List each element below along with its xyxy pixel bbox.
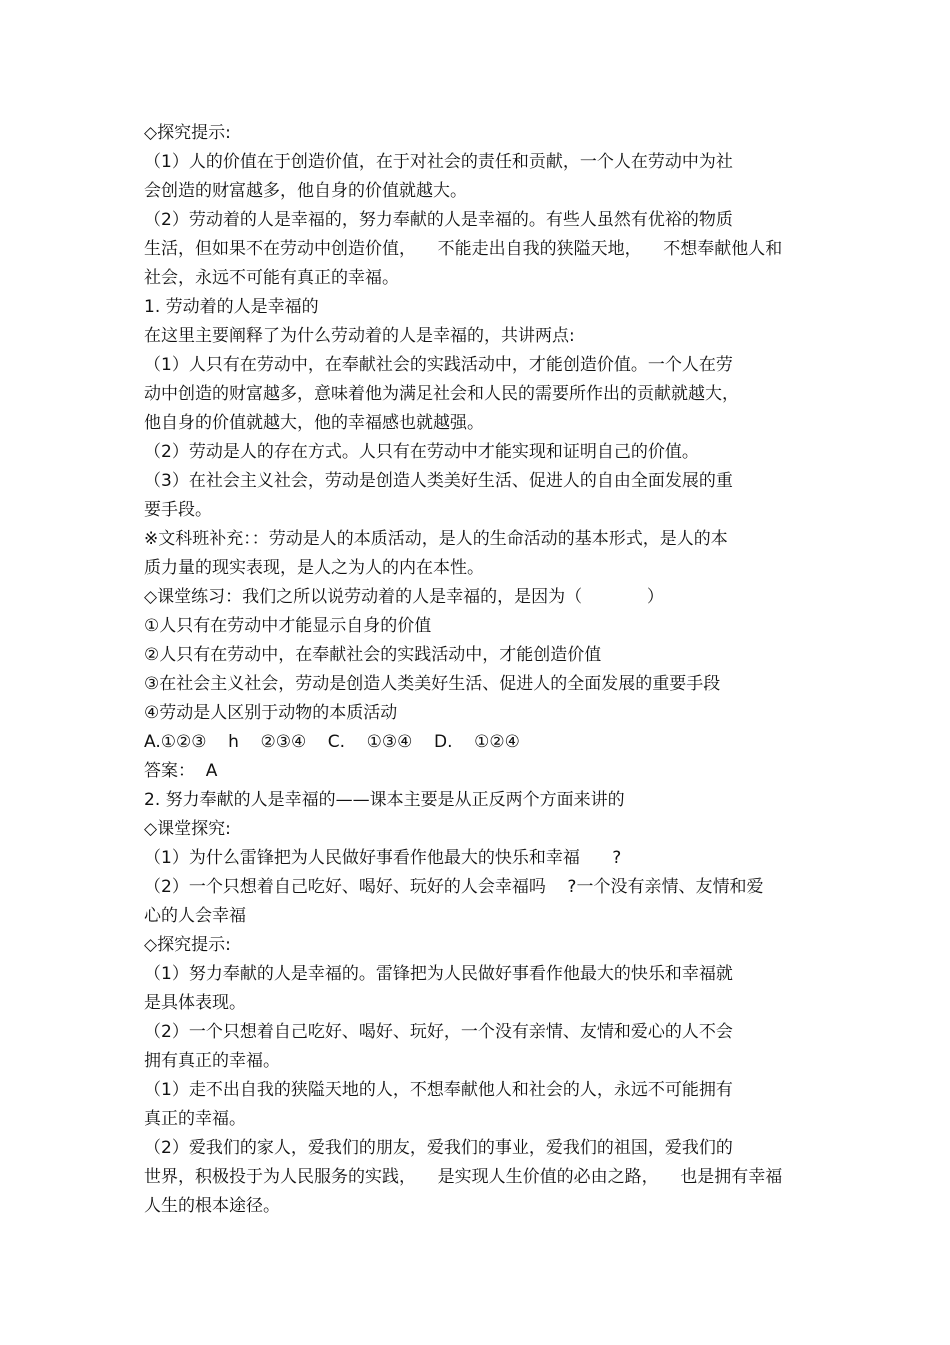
text-line: 答案： A <box>144 761 218 781</box>
text-line: （2）劳动着的人是幸福的，努力奉献的人是幸福的。有些人虽然有优裕的物质 <box>144 210 733 230</box>
text-line: A.①②③ h ②③④ C. ①③④ D. ①②④ <box>144 732 520 752</box>
text-line: ※文科班补充：：劳动是人的本质活动，是人的生命活动的基本形式，是人的本 <box>144 529 728 549</box>
text-line: 世界，积极投于为人民服务的实践， 是实现人生价值的必由之路， 也是拥有幸福 <box>144 1167 783 1187</box>
text-line: （2）一个只想着自己吃好、喝好、玩好，一个没有亲情、友情和爱心的人不会 <box>144 1022 733 1042</box>
text-line: 1. 劳动着的人是幸福的 <box>144 297 319 317</box>
text-line: ◇课堂探究: <box>144 819 231 839</box>
text-line: （1）走不出自我的狭隘天地的人，不想奉献他人和社会的人，永远不可能拥有 <box>144 1080 733 1100</box>
text-line: （1）为什么雷锋把为人民做好事看作他最大的快乐和幸福 ? <box>144 848 622 868</box>
text-line: （2）劳动是人的存在方式。人只有在劳动中才能实现和证明自己的价值。 <box>144 442 699 462</box>
text-line: ①人只有在劳动中才能显示自身的价值 <box>144 616 432 636</box>
text-line: 心的人会幸福 <box>144 906 246 926</box>
text-line: （2）一个只想着自己吃好、喝好、玩好的人会幸福吗 ?一个没有亲情、友情和爱 <box>144 877 764 897</box>
text-line: ④劳动是人区别于动物的本质活动 <box>144 703 398 723</box>
text-line: 质力量的现实表现，是人之为人的内在本性。 <box>144 558 484 578</box>
text-line: （1）人的价值在于创造价值，在于对社会的责任和贡献，一个人在劳动中为社 <box>144 152 733 172</box>
text-line: 人生的根本途径。 <box>144 1196 280 1216</box>
text-line: 社会，永远不可能有真正的幸福。 <box>144 268 399 288</box>
text-line: 在这里主要阐释了为什么劳动着的人是幸福的，共讲两点: <box>144 326 575 346</box>
text-line: 是具体表现。 <box>144 993 246 1013</box>
text-line: ◇课堂练习：我们之所以说劳动着的人是幸福的，是因为（ ） <box>144 587 664 607</box>
text-line: 2. 努力奉献的人是幸福的——课本主要是从正反两个方面来讲的 <box>144 790 625 810</box>
text-line: 他自身的价值就越大，他的幸福感也就越强。 <box>144 413 484 433</box>
text-line: （1）努力奉献的人是幸福的。雷锋把为人民做好事看作他最大的快乐和幸福就 <box>144 964 733 984</box>
text-line: （2）爱我们的家人，爱我们的朋友，爱我们的事业，爱我们的祖国，爱我们的 <box>144 1138 733 1158</box>
text-line: ③在社会主义社会，劳动是创造人类美好生活、促进人的全面发展的重要手段 <box>144 674 721 694</box>
text-line: （3）在社会主义社会，劳动是创造人类美好生活、促进人的自由全面发展的重 <box>144 471 733 491</box>
text-line: 生活，但如果不在劳动中创造价值， 不能走出自我的狭隘天地， 不想奉献他人和 <box>144 239 783 259</box>
text-line: 真正的幸福。 <box>144 1109 246 1129</box>
text-line: 要手段。 <box>144 500 212 520</box>
text-line: 动中创造的财富越多，意味着他为满足社会和人民的需要所作出的贡献就越大， <box>144 384 739 404</box>
text-line: 会创造的财富越多，他自身的价值就越大。 <box>144 181 467 201</box>
text-line: ◇探究提示: <box>144 123 231 143</box>
text-line: ②人只有在劳动中，在奉献社会的实践活动中，才能创造价值 <box>144 645 602 665</box>
text-line: 拥有真正的幸福。 <box>144 1051 280 1071</box>
text-line: （1）人只有在劳动中，在奉献社会的实践活动中，才能创造价值。一个人在劳 <box>144 355 733 375</box>
text-line: ◇探究提示: <box>144 935 231 955</box>
